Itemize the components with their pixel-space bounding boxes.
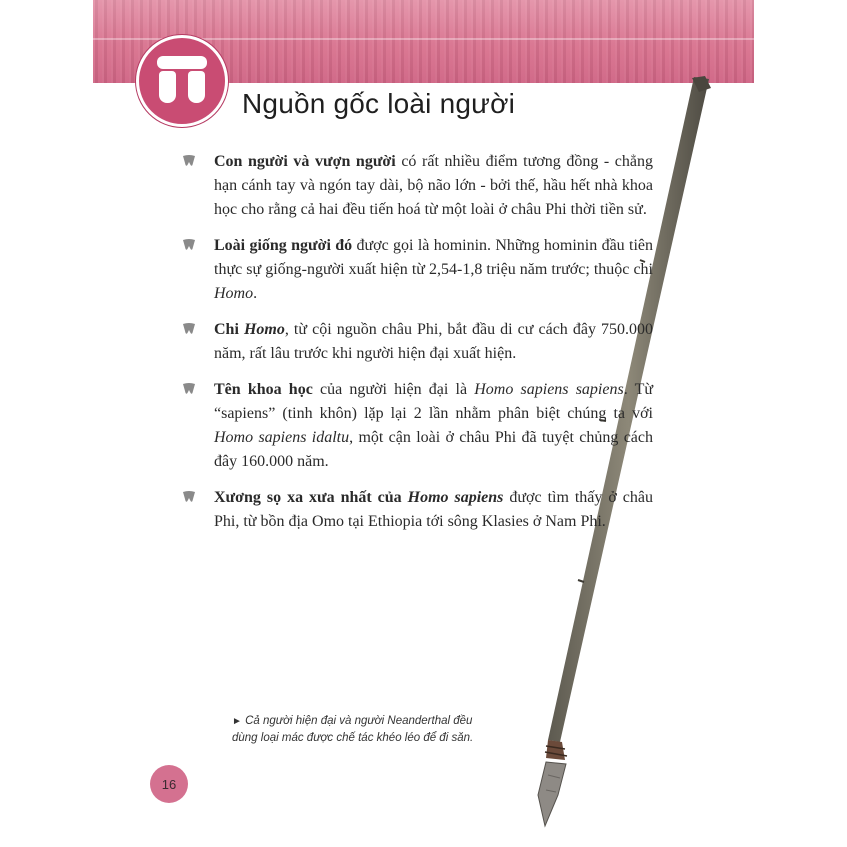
item-text: , từ cội nguồn châu Phi, bắt đầu di cư cách đây 750.000 năm, rất lâu trước khi người hiện đại xuất hiện. xyxy=(214,321,654,362)
list-item xyxy=(183,234,653,306)
item-text: , một cận loài ở châu Phi đã tuyệt chủng cách đây 160.000 năm. xyxy=(214,429,653,470)
item-text: có rất nhiều điểm tương đồng - chẳng hạn cánh tay và ngón tay dài, bộ não lớn - bởi thế, hầu hết nhà khoa học cho rằng cả hai đều tiến hoá từ một loài ở châu Phi thời tiền sử. xyxy=(214,153,654,218)
spear-stone-tip xyxy=(538,762,566,826)
tooth-icon xyxy=(183,155,195,168)
item-text: . Từ “sapiens” (tinh khôn) lặp lại 2 lần nhằm phân biệt chúng ta với xyxy=(214,381,654,422)
page-title: Nguồn gốc loài người xyxy=(242,88,516,119)
image-caption xyxy=(232,713,477,746)
list-item xyxy=(183,486,653,534)
page-number: 16 xyxy=(150,765,188,803)
caption-text: Cả người hiện đại và người Neanderthal đều dùng loại mác được chế tác khéo léo để đi săn. xyxy=(232,715,474,744)
list-item xyxy=(183,378,653,474)
item-lead: Chi xyxy=(214,321,244,338)
item-italic: Homo sapiens idaltu xyxy=(214,429,350,446)
item-text: . xyxy=(253,285,258,302)
tooth-icon xyxy=(183,491,195,504)
item-lead: Xương sọ xa xưa nhất của xyxy=(214,489,408,506)
list-item xyxy=(183,318,653,366)
item-italic: Homo sapiens sapiens xyxy=(474,381,624,398)
item-text: được gọi là hominin. Những hominin đầu tiên thực sự giống-người xuất hiện từ 2,54-1,8 triệu năm trước; thuộc chi xyxy=(214,237,653,278)
fact-list xyxy=(183,150,653,546)
item-lead-italic: Homo sapiens xyxy=(407,489,504,506)
item-text: của người hiện đại là xyxy=(312,381,475,398)
item-italic: Homo xyxy=(214,285,254,302)
caption-marker: ► xyxy=(232,716,242,727)
item-text: được tìm thấy ở châu Phi, từ bồn địa Omo tại Ethiopia tới sông Klasies ở Nam Phi. xyxy=(214,489,653,530)
item-lead: Loài giống người đó xyxy=(214,237,353,254)
spear-binding xyxy=(546,740,565,760)
item-lead: Con người và vượn người xyxy=(214,153,396,170)
item-lead: Tên khoa học xyxy=(214,381,313,398)
item-lead-italic: Homo xyxy=(243,321,285,338)
list-item xyxy=(183,150,653,222)
tooth-icon xyxy=(183,239,195,252)
tooth-icon xyxy=(183,323,195,336)
tooth-icon xyxy=(183,383,195,396)
